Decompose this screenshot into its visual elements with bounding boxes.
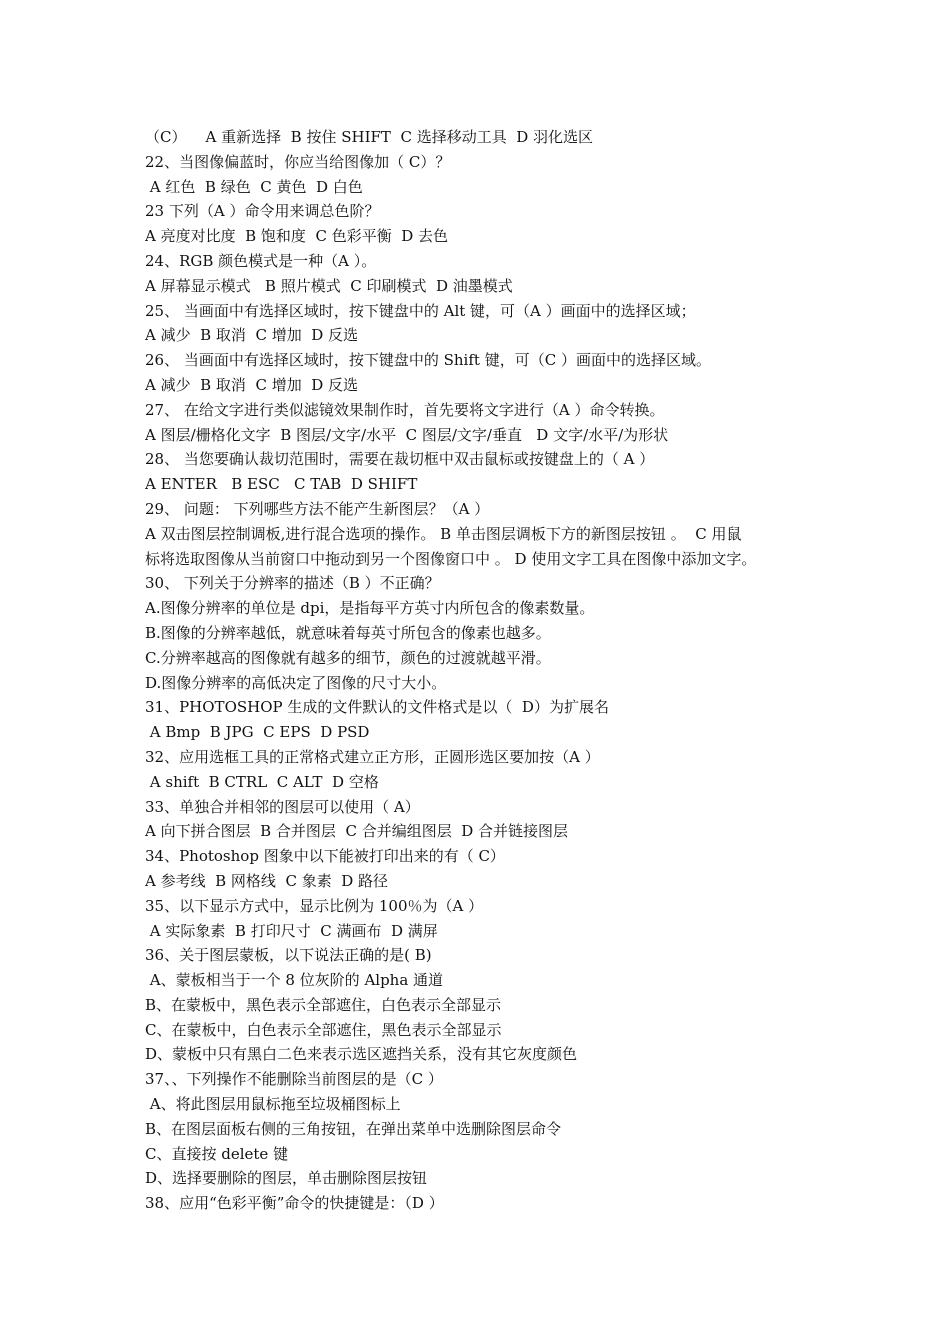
- text-line: A 红色 B 绿色 C 黄色 D 白色: [145, 177, 363, 196]
- text-line: B、在图层面板右侧的三角按钮，在弹出菜单中选删除图层命令: [145, 1119, 562, 1138]
- text-line: A 参考线 B 网格线 C 象素 D 路径: [145, 871, 389, 890]
- text-line: 34、Photoshop 图象中以下能被打印出来的有（ C）: [145, 847, 505, 866]
- text-line: 标将选取图像从当前窗口中拖动到另一个图像窗口中 。 D 使用文字工具在图像中添加文字。: [145, 549, 757, 568]
- text-line: A Bmp B JPG C EPS D PSD: [145, 723, 370, 742]
- text-line: 32、应用选框工具的正常格式建立正方形，正圆形选区要加按（A ）: [145, 747, 600, 766]
- text-line: B.图像的分辨率越低，就意味着每英寸所包含的像素也越多。: [145, 623, 551, 642]
- text-line: 27、 在给文字进行类似滤镜效果制作时，首先要将文字进行（A ）命令转换。: [145, 400, 665, 419]
- text-line: A 图层/栅格化文字 B 图层/文字/水平 C 图层/文字/垂直 D 文字/水平/为形状: [145, 425, 669, 444]
- text-line: 25、 当画面中有选择区域时，按下键盘中的 Alt 键，可（A ）画面中的选择区域；: [145, 301, 696, 320]
- text-line: 28、 当您要确认裁切范围时，需要在裁切框中双击鼠标或按键盘上的（ A ）: [145, 450, 655, 469]
- text-line: A 实际象素 B 打印尺寸 C 满画布 D 满屏: [145, 921, 438, 940]
- text-line: B、在蒙板中，黑色表示全部遮住，白色表示全部显示: [145, 995, 502, 1014]
- text-line: 35、以下显示方式中，显示比例为 100％为（A ）: [145, 896, 484, 915]
- text-line: 36、关于图层蒙板，以下说法正确的是( B): [145, 946, 432, 965]
- text-line: （C） A 重新选择 B 按住 SHIFT C 选择移动工具 D 羽化选区: [145, 128, 594, 146]
- text-line: A、蒙板相当于一个 8 位灰阶的 Alpha 通道: [145, 971, 444, 990]
- text-line: 23 下列（A ）命令用来调总色阶？: [145, 202, 380, 221]
- text-line: D、蒙板中只有黑白二色来表示选区遮挡关系，没有其它灰度颜色: [145, 1045, 578, 1064]
- text-line: 31、PHOTOSHOP 生成的文件默认的文件格式是以（ D）为扩展名: [145, 698, 609, 717]
- text-line: A 双击图层控制调板,进行混合选项的操作。 B 单击图层调板下方的新图层按钮 。 C 用鼠: [145, 524, 742, 543]
- text-line: 30、 下列关于分辨率的描述（B ）不正确？: [145, 574, 440, 593]
- text-line: A.图像分辨率的单位是 dpi，是指每平方英寸内所包含的像素数量。: [145, 599, 595, 618]
- text-line: 38、应用“色彩平衡”命令的快捷键是：（D ）: [145, 1194, 444, 1213]
- text-line: 29、 问题： 下列哪些方法不能产生新图层？（A ）: [145, 499, 490, 518]
- text-line: C.分辨率越高的图像就有越多的细节，颜色的过渡就越平滑。: [145, 648, 551, 667]
- text-line: 26、 当画面中有选择区域时，按下键盘中的 Shift 键，可（C ）画面中的选择区域。: [145, 351, 711, 370]
- text-line: A ENTER B ESC C TAB D SHIFT: [145, 475, 418, 494]
- text-line: 22、当图像偏蓝时，你应当给图像加（ C）？: [145, 152, 451, 171]
- text-line: 37、、下列操作不能删除当前图层的是（C ）: [145, 1070, 443, 1089]
- text-line: A 减少 B 取消 C 增加 D 反选: [145, 375, 359, 394]
- text-line: A shift B CTRL C ALT D 空格: [145, 772, 379, 791]
- text-line: D.图像分辨率的高低决定了图像的尺寸大小。: [145, 673, 447, 692]
- text-line: 33、单独合并相邻的图层可以使用（ A）: [145, 797, 420, 816]
- text-line: D、选择要删除的图层，单击删除图层按钮: [145, 1169, 428, 1188]
- text-line: A 减少 B 取消 C 增加 D 反选: [145, 326, 359, 345]
- text-line: A 屏幕显示模式 B 照片模式 C 印刷模式 D 油墨模式: [145, 276, 513, 295]
- text-line: C、直接按 delete 键: [145, 1144, 289, 1163]
- text-line: A、将此图层用鼠标拖至垃圾桶图标上: [145, 1095, 401, 1114]
- text-line: C、在蒙板中，白色表示全部遮住，黑色表示全部显示: [145, 1020, 502, 1039]
- document-body: [145, 125, 835, 1216]
- text-line: 24、RGB 颜色模式是一种（A ）。: [145, 251, 377, 270]
- text-line: A 亮度对比度 B 饱和度 C 色彩平衡 D 去色: [145, 227, 449, 246]
- text-line: A 向下拼合图层 B 合并图层 C 合并编组图层 D 合并链接图层: [145, 822, 569, 841]
